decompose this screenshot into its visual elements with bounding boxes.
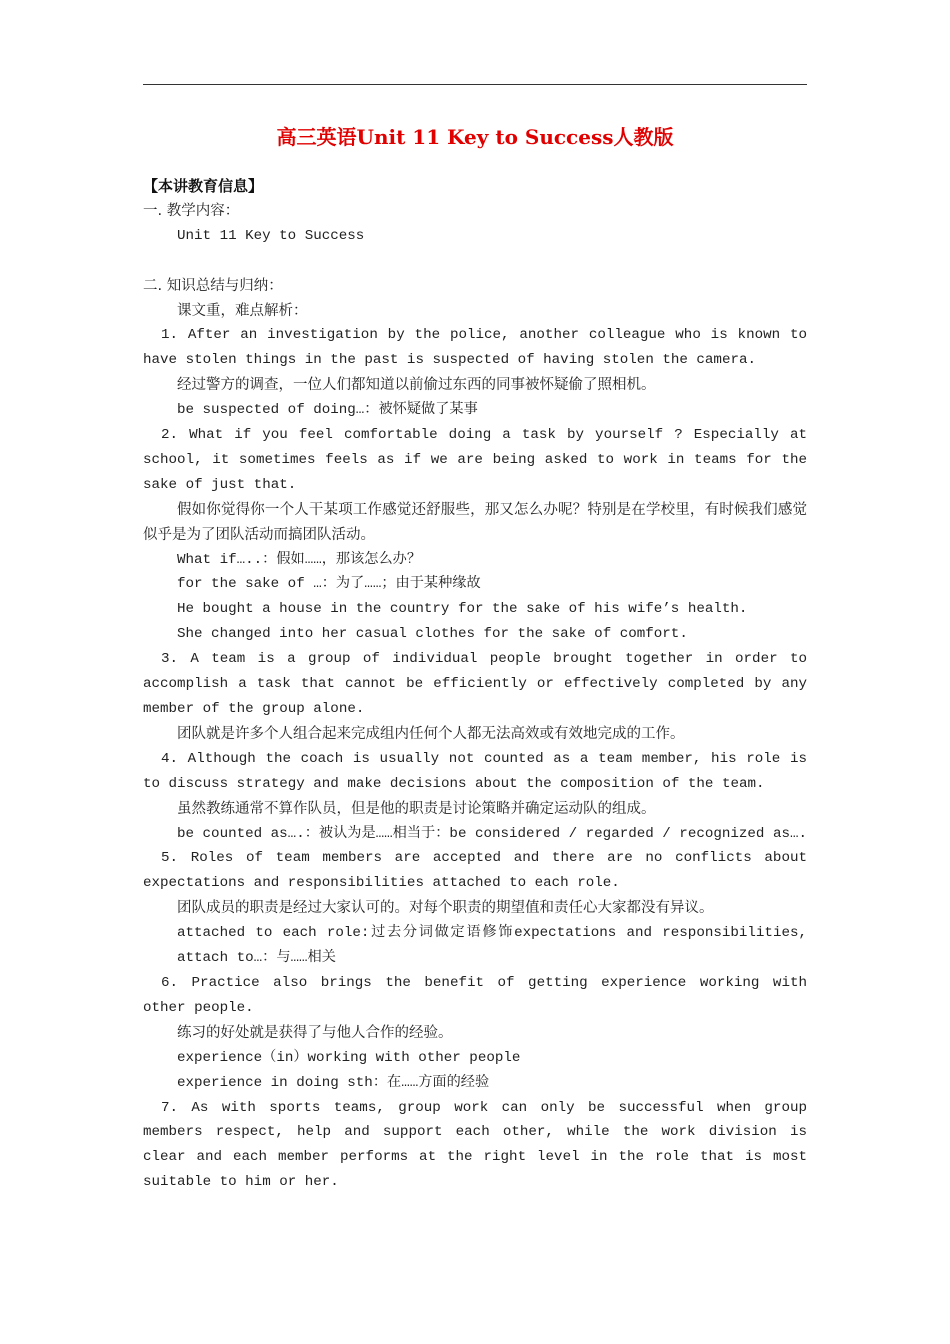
item-2-note-3: He bought a house in the country for the sake of his wife’s health. <box>177 601 748 618</box>
section-one-heading: 一. 教学内容： <box>143 202 240 219</box>
section-two-heading: 二. 知识总结与归纳： <box>143 277 283 294</box>
item-5-sentence: 5. Roles of team members are accepted and there are no conflicts about expectations and responsibilities attached to each role. <box>143 850 807 892</box>
header-rule <box>143 84 807 85</box>
item-7-sentence: 7. As with sports teams, group work can only be successful when group members respect, help and support each other, while the work division is clear and each member performs at the right level in the role that is most suitable to him or her. <box>143 1099 807 1191</box>
item-2-translation: 假如你觉得你一个人干某项工作感觉还舒服些，那又怎么办呢？特别是在学校里，有时候我们感觉似乎是为了团队活动而搞团队活动。 <box>143 501 807 543</box>
item-4-translation: 虽然教练通常不算作队员，但是他的职责是讨论策略并确定运动队的组成。 <box>177 800 656 817</box>
item-6-translation: 练习的好处就是获得了与他人合作的经验。 <box>177 1024 453 1041</box>
section-two-subheading: 课文重，难点解析： <box>177 302 308 319</box>
item-2-note-4: She changed into her casual clothes for the sake of comfort. <box>177 626 688 643</box>
document-title: 高三英语Unit 11 Key to Success人教版 <box>276 125 674 149</box>
info-header: 【本讲教育信息】 <box>143 177 264 195</box>
item-1-translation: 经过警方的调查，一位人们都知道以前偷过东西的同事被怀疑偷了照相机。 <box>177 377 656 394</box>
item-3-sentence: 3. A team is a group of individual people brought together in order to accomplish a task that cannot be efficiently or effectively completed by any member of the group alone. <box>143 651 807 718</box>
item-4-sentence: 4. Although the coach is usually not counted as a team member, his role is to discuss strategy and make decisions about the composition of the team. <box>143 750 807 792</box>
item-3-translation: 团队就是许多个人组合起来完成组内任何个人都无法高效或有效地完成的工作。 <box>177 725 685 742</box>
item-1-note-1: be suspected of doing…：被怀疑做了某事 <box>177 402 478 419</box>
item-2-sentence: 2. What if you feel comfortable doing a task by yourself ? Especially at school, it sometimes feels as if we are being asked to work in teams for the sake of just that. <box>143 427 807 493</box>
item-5-note-1: attached to each role:过去分词做定语修饰expectations and responsibilities, attach to…：与……相关 <box>177 925 807 967</box>
item-6-note-2: experience in doing sth：在……方面的经验 <box>177 1074 490 1091</box>
item-5-translation: 团队成员的职责是经过大家认可的。对每个职责的期望值和责任心大家都没有异议。 <box>177 900 714 917</box>
blank-line <box>143 249 807 274</box>
item-1-sentence: 1. After an investigation by the police, another colleague who is known to have stolen things in the past is suspected of having stolen the camera. <box>143 327 807 369</box>
item-2-note-2: for the sake of …：为了……；由于某种缘故 <box>177 576 481 593</box>
item-4-note-1: be counted as….：被认为是……相当于：be considered / regarded / recognized as…. <box>177 825 808 842</box>
item-6-sentence: 6. Practice also brings the benefit of getting experience working with other people. <box>143 974 807 1016</box>
item-6-note-1: experience（in）working with other people <box>177 1049 521 1066</box>
document-body <box>143 174 807 1195</box>
section-one-content: Unit 11 Key to Success <box>177 227 365 244</box>
item-2-note-1: What if…..：假如……，那该怎么办？ <box>177 551 422 568</box>
